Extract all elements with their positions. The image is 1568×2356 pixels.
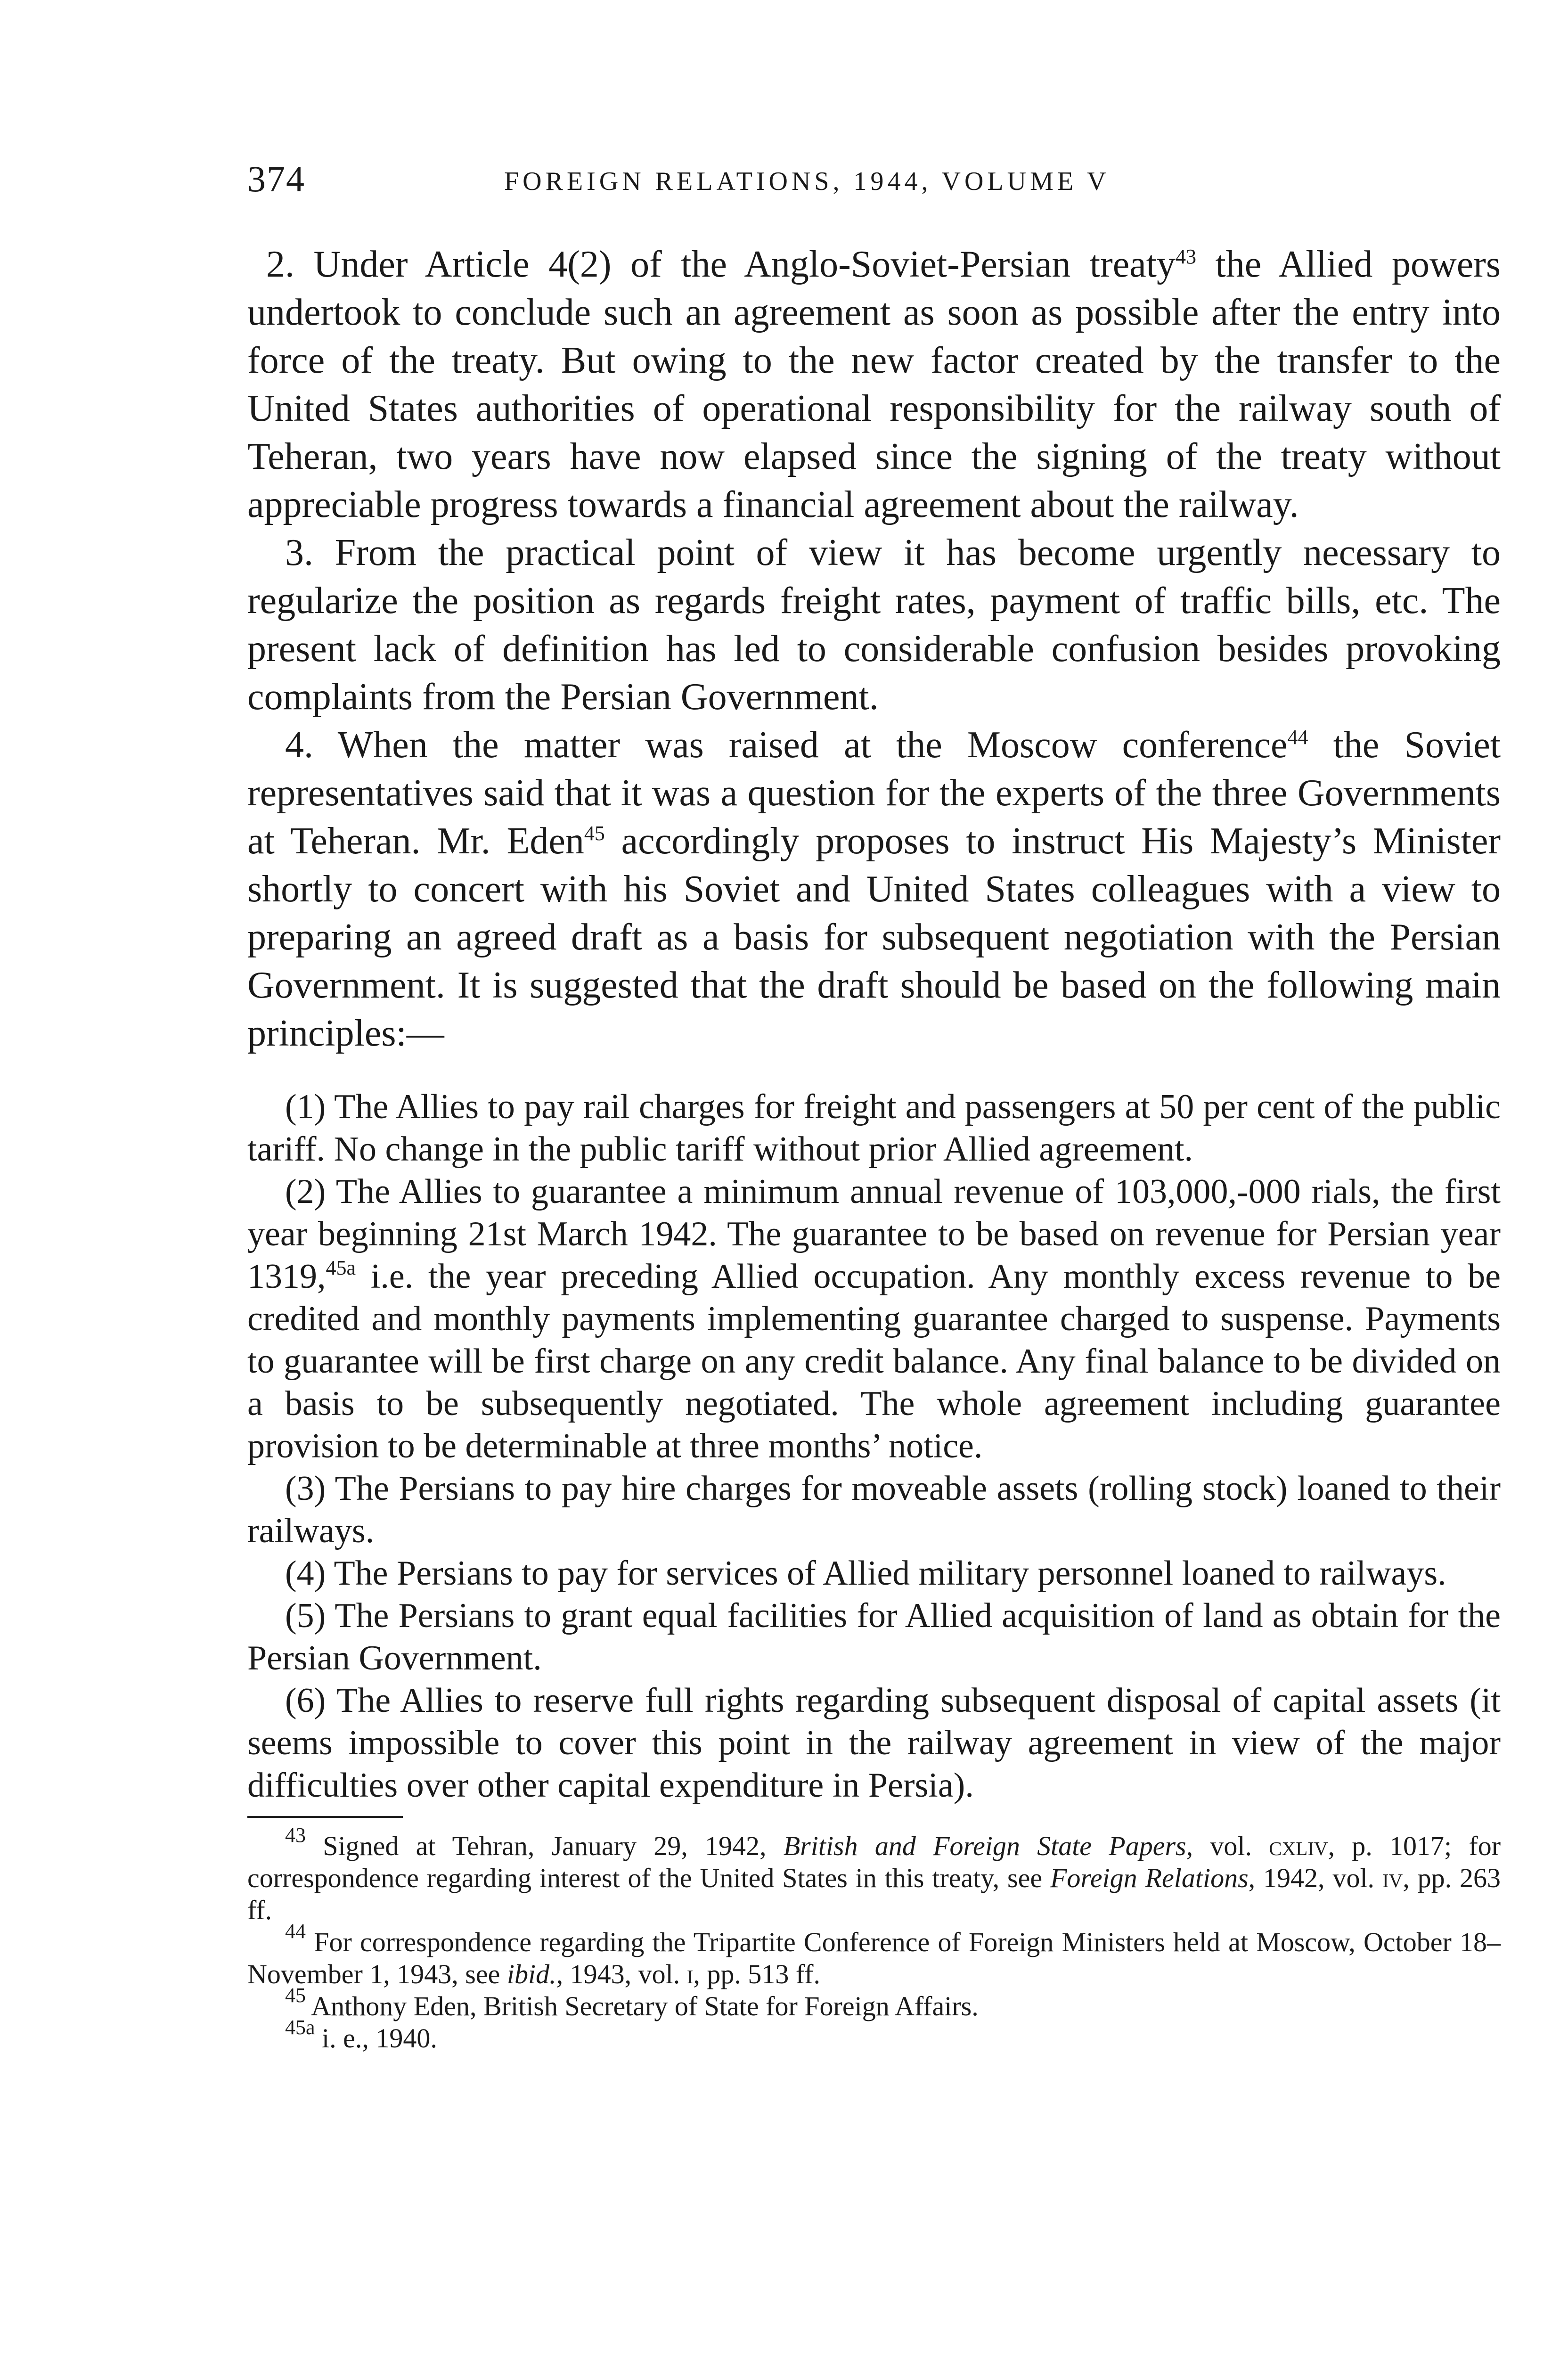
footnote-smallcaps: cxliv — [1269, 1831, 1328, 1861]
principle-text: (2) The Allies to guarantee a minimum annual revenue of 103,000,-000 rials, the first year beginning 21st March 1942. The guarantee to be based on revenue for Persian year 1319, — [247, 1172, 1501, 1296]
footnote-ref: 44 — [1287, 726, 1308, 749]
footnote-ref: 45a — [326, 1256, 356, 1279]
footnote-text: Signed at Tehran, January 29, 1942, — [306, 1831, 784, 1861]
footnote-mark: 45 — [285, 1984, 306, 2007]
footnote-45a — [247, 2016, 1501, 2054]
paragraph-text: accordingly proposes to instruct His Majesty’s Minister shortly to concert with his Soviet and United States colleagues with a view to preparing an agreed draft as a basis for subsequent negotiation with the Persian Government. It is suggested that the draft should be based on the following main principles:— — [247, 820, 1501, 1054]
footnote-mark: 44 — [285, 1920, 306, 1943]
principle-item — [247, 1170, 1501, 1467]
paragraph-4 — [247, 721, 1501, 1057]
footnote-text: For correspondence regarding the Tripartite Conference of Foreign Ministers held at Moscow, October 18–November 1, 1943, see — [247, 1927, 1501, 1989]
footnote-italic: British and Foreign State Papers — [783, 1831, 1186, 1861]
footnote-smallcaps: iv — [1382, 1863, 1403, 1893]
footnote-text: , pp. 263 ff. — [247, 1863, 1501, 1925]
principles-list — [247, 1086, 1501, 1807]
principle-item: (6) The Allies to reserve full rights regarding subsequent disposal of capital assets (it seems impossible to cover this point in the railway agreement in view of the major difficulties over other capital expenditure in Persia). — [247, 1681, 1501, 1805]
footnote-text: , p. 1017; for correspondence regarding interest of the United States in this treaty, see — [247, 1831, 1501, 1893]
footnote-ref: 43 — [1176, 245, 1197, 268]
footnote-text: i. e., 1940. — [315, 2023, 437, 2053]
paragraph-3: 3. From the practical point of view it has become urgently necessary to regularize the position as regards freight rates, payment of traffic bills, etc. The present lack of definition has led to considerable confusion besides provoking complaints from the Persian Government. — [247, 532, 1501, 718]
footnote-text: , pp. 513 ff. — [693, 1959, 820, 1989]
principle-text: i.e. the year preceding Allied occupation. Any monthly excess revenue to be credited and monthly payments implementing guarantee charged to suspense. Payments to guarantee will be first charge on any credit balance. Any final balance to be divided on a basis to be subsequently negotiated. The whole agreement including guarantee provision to be determinable at three months’ notice. — [247, 1257, 1501, 1465]
footnote-ref: 45 — [584, 822, 605, 845]
footnote-text: Anthony Eden, British Secretary of State for Foreign Affairs. — [306, 1991, 979, 2021]
footnotes — [247, 1824, 1501, 2054]
principle-item: (5) The Persians to grant equal facilities for Allied acquisition of land as obtain for the Persian Government. — [247, 1596, 1501, 1677]
page-body — [247, 240, 1501, 2054]
paragraph-text: the Soviet representatives said that it was a question for the experts of the three Governments at Teheran. Mr. Eden — [247, 724, 1501, 862]
footnote-italic: Foreign Relations — [1050, 1863, 1249, 1893]
paragraph-text: the Allied powers undertook to conclude such an agreement as soon as possible after the entry into force of the treaty. But owing to the new factor created by the transfer to the United States authorities of operational responsibility for the railway south of Teheran, two years have now elapsed since the signing of the treaty without appreciable progress towards a financial agreement about the railway. — [247, 244, 1501, 525]
principle-item: (1) The Allies to pay rail charges for freight and passengers at 50 per cent of the public tariff. No change in the public tariff without prior Allied agreement. — [247, 1088, 1501, 1169]
footnote-text: , vol. — [1186, 1831, 1269, 1861]
footnote-43 — [247, 1824, 1501, 1926]
footnote-divider — [247, 1816, 403, 1818]
page-number: 374 — [247, 158, 305, 199]
footnote-mark: 45a — [285, 2016, 315, 2039]
paragraph-text: 4. When the matter was raised at the Moscow conference — [285, 724, 1288, 766]
paragraph-text: 2. Under Article 4(2) of the Anglo-Soviet-Persian treaty — [266, 244, 1176, 285]
footnote-text: , 1943, vol. — [556, 1959, 687, 1989]
principle-item: (3) The Persians to pay hire charges for moveable assets (rolling stock) loaned to their railways. — [247, 1469, 1501, 1550]
footnote-mark: 43 — [285, 1824, 306, 1847]
page-header — [247, 158, 1501, 214]
footnote-44 — [247, 1920, 1501, 1990]
footnote-text: , 1942, vol. — [1248, 1863, 1382, 1893]
paragraph-2 — [247, 240, 1501, 529]
footnote-italic: ibid. — [506, 1959, 556, 1989]
principle-item: (4) The Persians to pay for services of Allied military personnel loaned to railways. — [285, 1554, 1446, 1593]
footnote-smallcaps: i — [686, 1959, 694, 1989]
running-head: FOREIGN RELATIONS, 1944, VOLUME V — [504, 167, 1110, 196]
footnote-45 — [247, 1984, 1501, 2022]
